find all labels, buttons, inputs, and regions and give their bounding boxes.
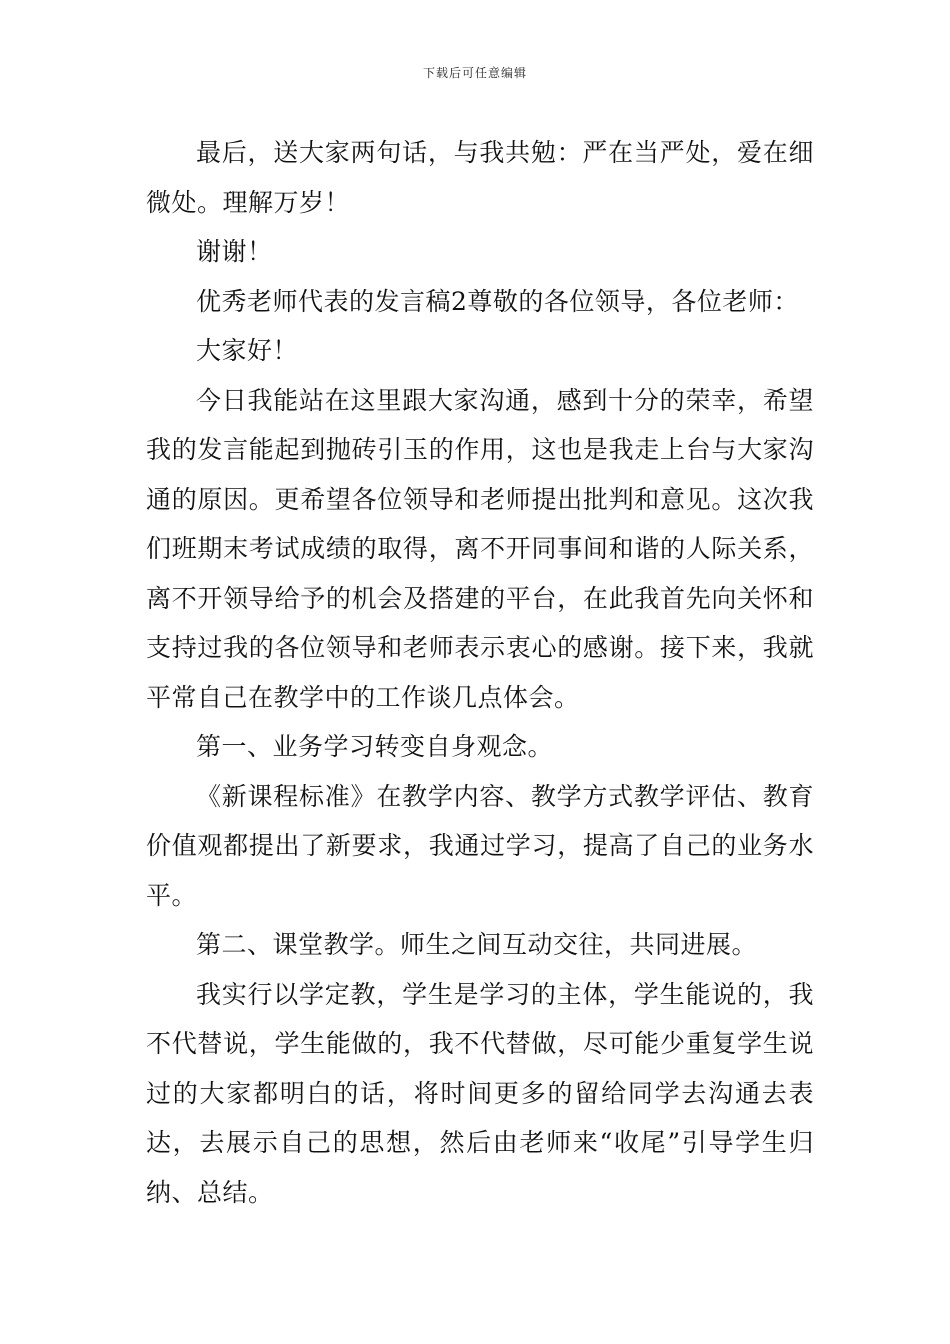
page-header: 下载后可任意编辑 xyxy=(422,66,527,80)
paragraph-point-one-heading: 第一、业务学习转变自身观念。 xyxy=(196,732,554,761)
paragraph-thanks: 谢谢！ xyxy=(196,237,273,266)
paragraph-introduction: 今日我能站在这里跟大家沟通，感到十分的荣幸，希望我的发言能起到抛砖引玉的作用，这也是我走上台与大家沟通的原因。更希望各位领导和老师提出批判和意见。这次我们班期末考试成绩的取得，离不开同事间和谐的人际关系，离不开领导给予的机会及搭建的平台，在此我首先向关怀和支持过我的各位领导和老师表示衷心的感谢。接下来，我就平常自己在教学中的工作谈几点体会。 xyxy=(146,385,814,712)
paragraph-point-two-body: 我实行以学定教，学生是学习的主体，学生能说的，我不代替说，学生能做的，我不代替做，尽可能少重复学生说过的大家都明白的话，将时间更多的留给同学去沟通去表达，去展示自己的思想，然后由老师来“收尾”引导学生归纳、总结。 xyxy=(146,979,814,1207)
paragraph-greeting: 大家好！ xyxy=(196,336,299,365)
document-body xyxy=(146,128,814,1217)
paragraph-point-two-heading: 第二、课堂教学。师生之间互动交往，共同进展。 xyxy=(196,930,758,959)
paragraph-closing-remarks: 最后，送大家两句话，与我共勉：严在当严处，爱在细微处。理解万岁！ xyxy=(146,138,814,217)
paragraph-speech-title: 优秀老师代表的发言稿2尊敬的各位领导，各位老师： xyxy=(196,286,799,316)
paragraph-point-one-body: 《新课程标准》在教学内容、教学方式教学评估、教育价值观都提出了新要求，我通过学习，提高了自己的业务水平。 xyxy=(146,781,814,910)
